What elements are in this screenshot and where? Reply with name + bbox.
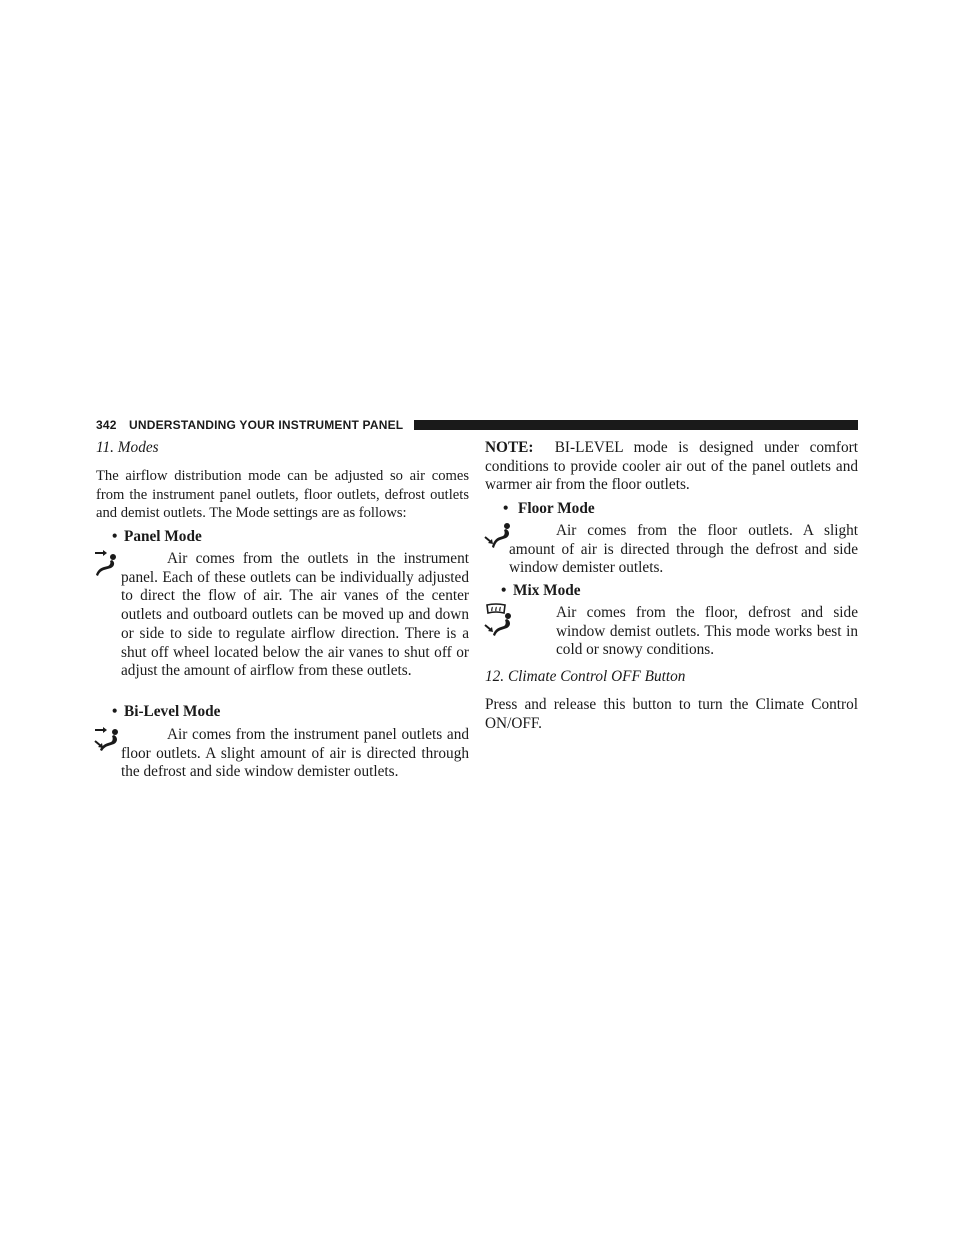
climate-off-heading: 12. Climate Control OFF Button (485, 668, 686, 685)
panel-mode-text: Air comes from the outlets in the instrument panel. Each of these outlets can be individually adjusted to direct the flow of air. The air vanes of the center outlets and outboard outlets can be moved up and down or side to side to regulate airflow direction. There is a shut off wheel located below the air vanes to shut off or adjust the amount of airflow from these outlets. (121, 550, 469, 680)
bilevel-mode-text: Air comes from the instrument panel outlets and floor outlets. A slight amount of air is directed through the defrost and side window demister outlets. (121, 726, 469, 781)
modes-heading: 11. Modes (96, 439, 159, 456)
modes-intro: The airflow distribution mode can be adjusted so air comes from the instrument panel outlets, floor outlets, defrost outlets and demist outlets. The Mode settings are as follows: (96, 468, 469, 522)
bilevel-note (485, 439, 858, 495)
floor-mode-label: • Floor Mode (503, 500, 595, 517)
section-title: UNDERSTANDING YOUR INSTRUMENT PANEL (129, 418, 404, 432)
note-label: NOTE: (485, 439, 534, 456)
floor-mode-text: Air comes from the floor outlets. A slight amount of air is directed through the defrost and side window demister outlets. (509, 522, 858, 577)
mix-mode-icon (484, 603, 518, 637)
bilevel-mode-icon (94, 725, 124, 753)
mix-mode-text: Air comes from the floor, defrost and side window demist outlets. This mode works best in cold or snowy conditions. (556, 604, 858, 659)
bilevel-mode-label: • Bi-Level Mode (112, 703, 221, 720)
mix-mode-label: • Mix Mode (501, 582, 581, 599)
climate-off-text: Press and release this button to turn the Climate Control ON/OFF. (485, 696, 858, 732)
header-rule (414, 420, 858, 430)
note-text: BI-LEVEL mode is designed under comfort conditions to provide cooler air out of the panel outlets and warmer air from the floor outlets. (485, 439, 858, 494)
panel-mode-icon (94, 548, 120, 578)
page-number: 342 (96, 418, 117, 432)
panel-mode-label: • Panel Mode (112, 528, 202, 545)
page-header (96, 417, 858, 433)
